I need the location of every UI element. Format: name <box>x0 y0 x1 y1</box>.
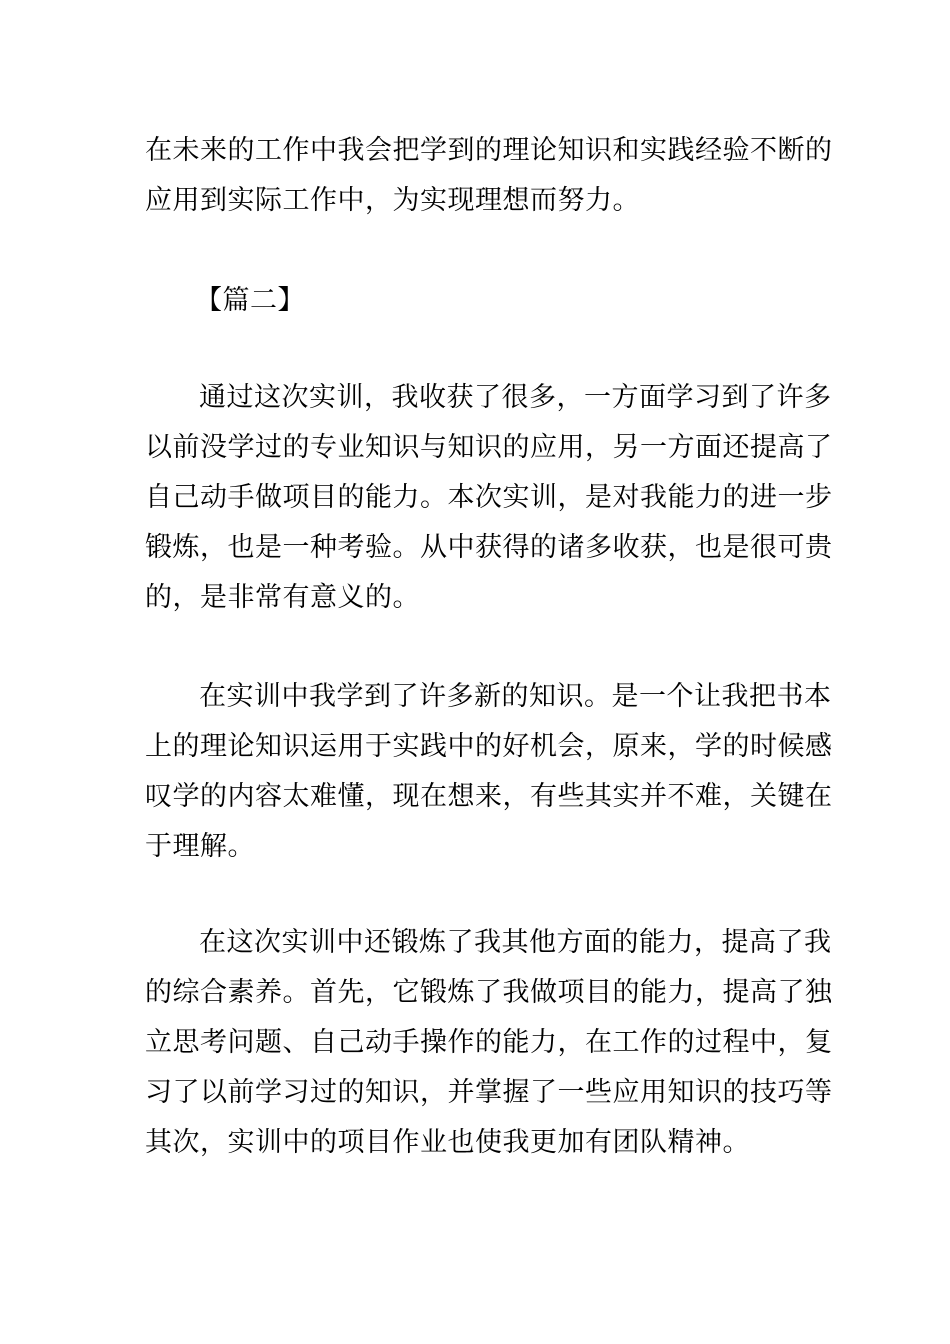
paragraph-closing <box>145 126 833 226</box>
section-heading <box>145 276 809 326</box>
paragraph-line: 习了以前学习过的知识，并掌握了一些应用知识的技巧等 <box>145 1077 833 1108</box>
paragraph-line: 以前没学过的专业知识与知识的应用，另一方面还提高了 <box>145 432 833 463</box>
paragraph-line: 上的理论知识运用于实践中的好机会，原来，学的时候感 <box>145 731 833 762</box>
paragraph-line: 在实训中我学到了许多新的知识。是一个让我把书本 <box>199 681 832 712</box>
paragraph-abilities <box>145 918 833 1168</box>
paragraph-line: 叹学的内容太难懂，现在想来，有些其实并不难，关键在 <box>145 781 833 812</box>
paragraph-intro <box>145 373 833 623</box>
paragraph-knowledge <box>145 672 833 872</box>
paragraph-line: 于理解。 <box>145 831 255 862</box>
paragraph-line: 应用到实际工作中，为实现理想而努力。 <box>145 185 640 216</box>
paragraph-line: 的综合素养。首先，它锻炼了我做项目的能力，提高了独 <box>145 977 833 1008</box>
section-heading-text: 【篇二】 <box>195 285 305 316</box>
paragraph-line: 在未来的工作中我会把学到的理论知识和实践经验不断的 <box>145 135 833 166</box>
paragraph-line: 其次，实训中的项目作业也使我更加有团队精神。 <box>145 1127 750 1158</box>
paragraph-line: 锻炼，也是一种考验。从中获得的诸多收获，也是很可贵 <box>145 532 833 563</box>
paragraph-line: 通过这次实训，我收获了很多，一方面学习到了许多 <box>199 382 832 413</box>
paragraph-line: 立思考问题、自己动手操作的能力，在工作的过程中，复 <box>145 1027 833 1058</box>
paragraph-line: 在这次实训中还锻炼了我其他方面的能力，提高了我 <box>199 927 832 958</box>
paragraph-line: 自己动手做项目的能力。本次实训，是对我能力的进一步 <box>145 482 833 513</box>
paragraph-line: 的，是非常有意义的。 <box>145 582 420 613</box>
